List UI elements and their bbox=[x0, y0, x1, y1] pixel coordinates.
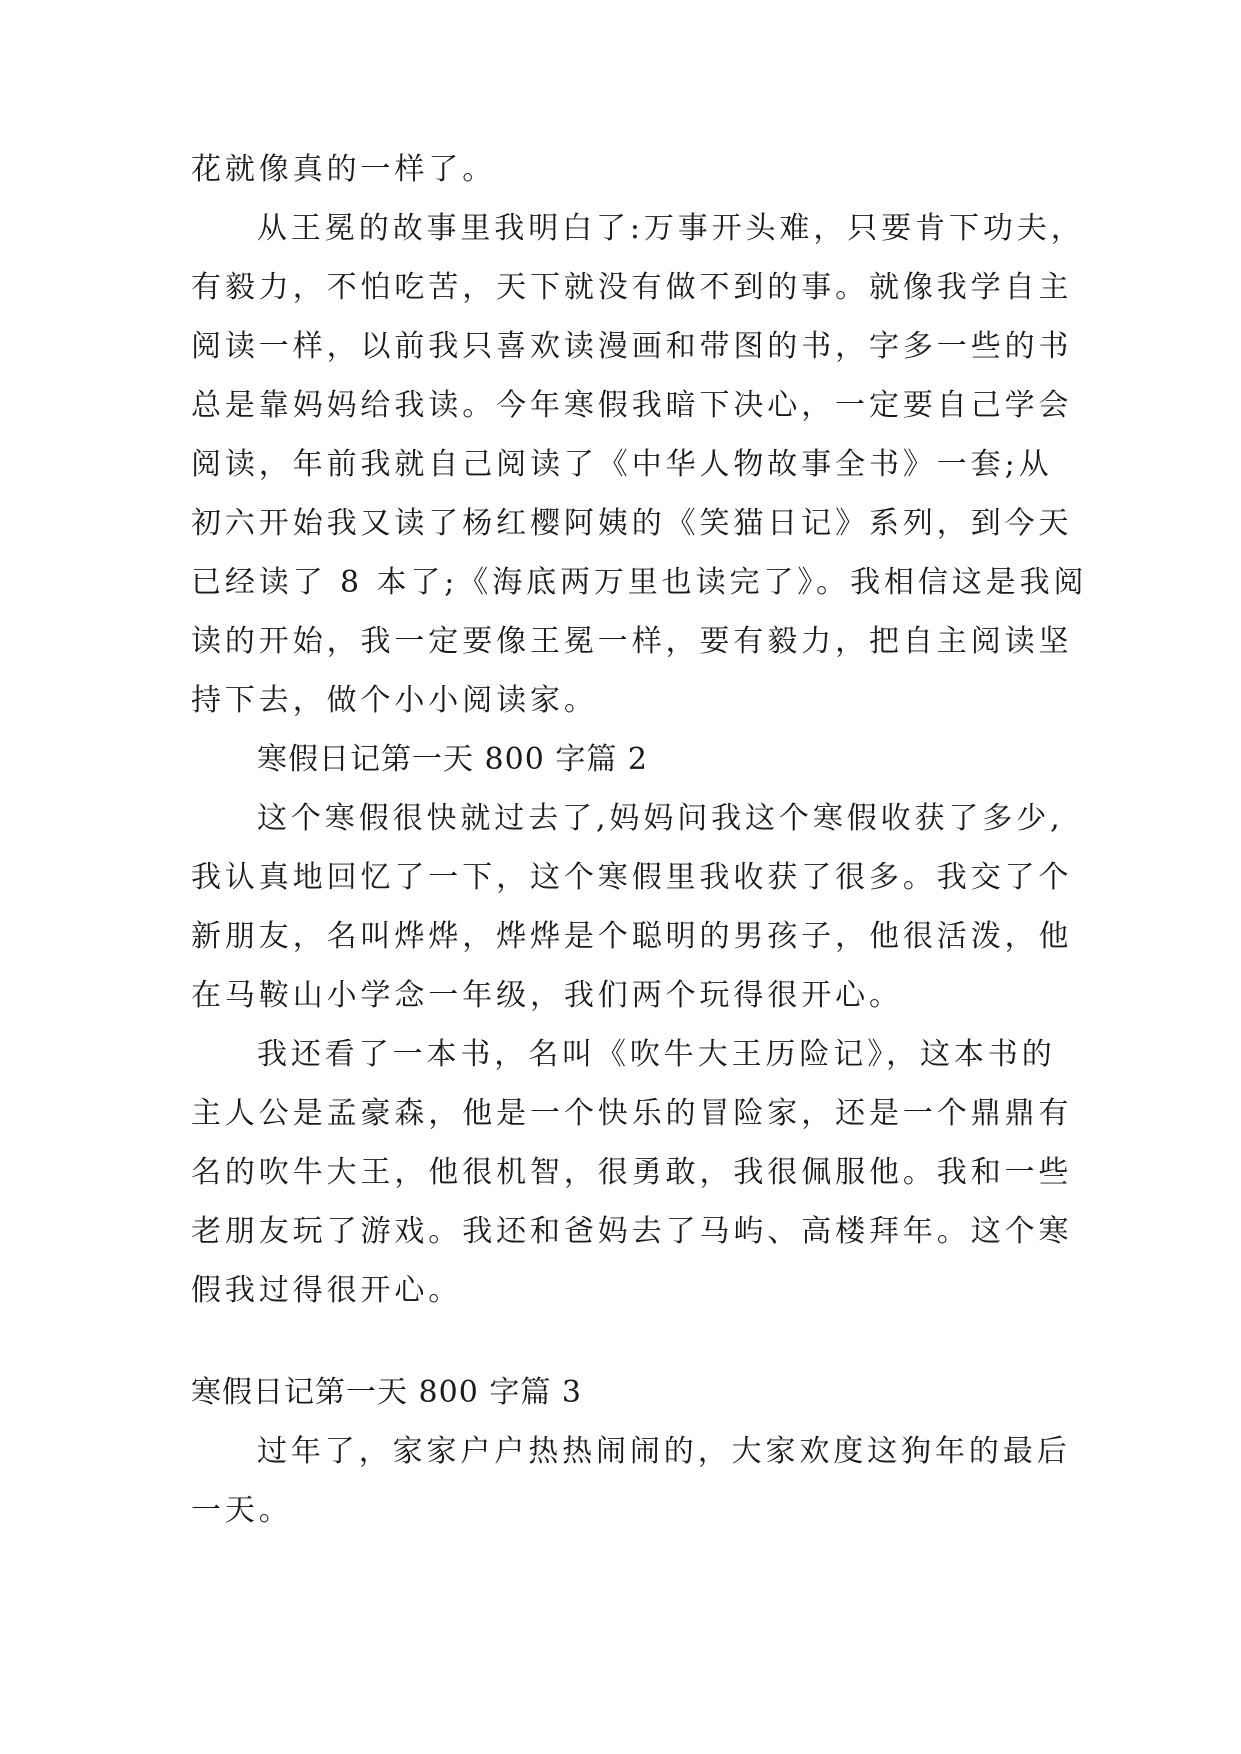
paragraph-first-line: 我还看了一本书，名叫《吹牛大王历险记》，这本书的 bbox=[257, 1037, 1056, 1072]
text-line: 在马鞍山小学念一年级，我们两个玩得很开心。 bbox=[191, 978, 903, 1013]
text-line: 主人公是孟豪森，他是一个快乐的冒险家，还是一个鼎鼎有 bbox=[191, 1096, 1073, 1131]
text-line: 持下去，做个小小阅读家。 bbox=[191, 683, 598, 718]
section-heading-2: 寒假日记第一天 800 字篇 2 bbox=[257, 742, 648, 777]
text-line: 读的开始，我一定要像王冕一样，要有毅力，把自主阅读坚 bbox=[191, 624, 1073, 659]
text-line: 老朋友玩了游戏。我还和爸妈去了马屿、高楼拜年。这个寒 bbox=[191, 1214, 1073, 1249]
text-line: 名的吹牛大王，他很机智，很勇敢，我很佩服他。我和一些 bbox=[191, 1155, 1073, 1190]
paragraph-first-line: 过年了，家家户户热热闹闹的，大家欢度这狗年的最后 bbox=[257, 1434, 1071, 1469]
text-line: 我认真地回忆了一下，这个寒假里我收获了很多。我交了个 bbox=[191, 860, 1073, 895]
text-line: 阅读一样，以前我只喜欢读漫画和带图的书，字多一些的书 bbox=[191, 329, 1073, 364]
text-line: 花就像真的一样了。 bbox=[191, 152, 497, 187]
text-line: 总是靠妈妈给我读。今年寒假我暗下决心，一定要自己学会 bbox=[191, 388, 1073, 423]
paragraph-first-line: 这个寒假很快就过去了,妈妈问我这个寒假收获了多少, bbox=[257, 801, 1064, 836]
text-line: 新朋友，名叫烨烨，烨烨是个聪明的男孩子，他很活泼，他 bbox=[191, 919, 1073, 954]
text-line: 有毅力，不怕吃苦，天下就没有做不到的事。就像我学自主 bbox=[191, 270, 1073, 305]
section-heading-3: 寒假日记第一天 800 字篇 3 bbox=[191, 1375, 582, 1410]
text-line: 一天。 bbox=[191, 1493, 293, 1528]
text-line: 已经读了 8 本了;《海底两万里也读完了》。我相信这是我阅 bbox=[191, 565, 1088, 600]
paragraph-first-line: 从王冕的故事里我明白了:万事开头难，只要肯下功夫， bbox=[257, 211, 1085, 246]
text-line: 初六开始我又读了杨红樱阿姨的《笑猫日记》系列，到今天 bbox=[191, 506, 1073, 541]
text-line: 假我过得很开心。 bbox=[191, 1273, 463, 1308]
text-line: 阅读，年前我就自己阅读了《中华人物故事全书》一套;从 bbox=[191, 447, 1053, 482]
